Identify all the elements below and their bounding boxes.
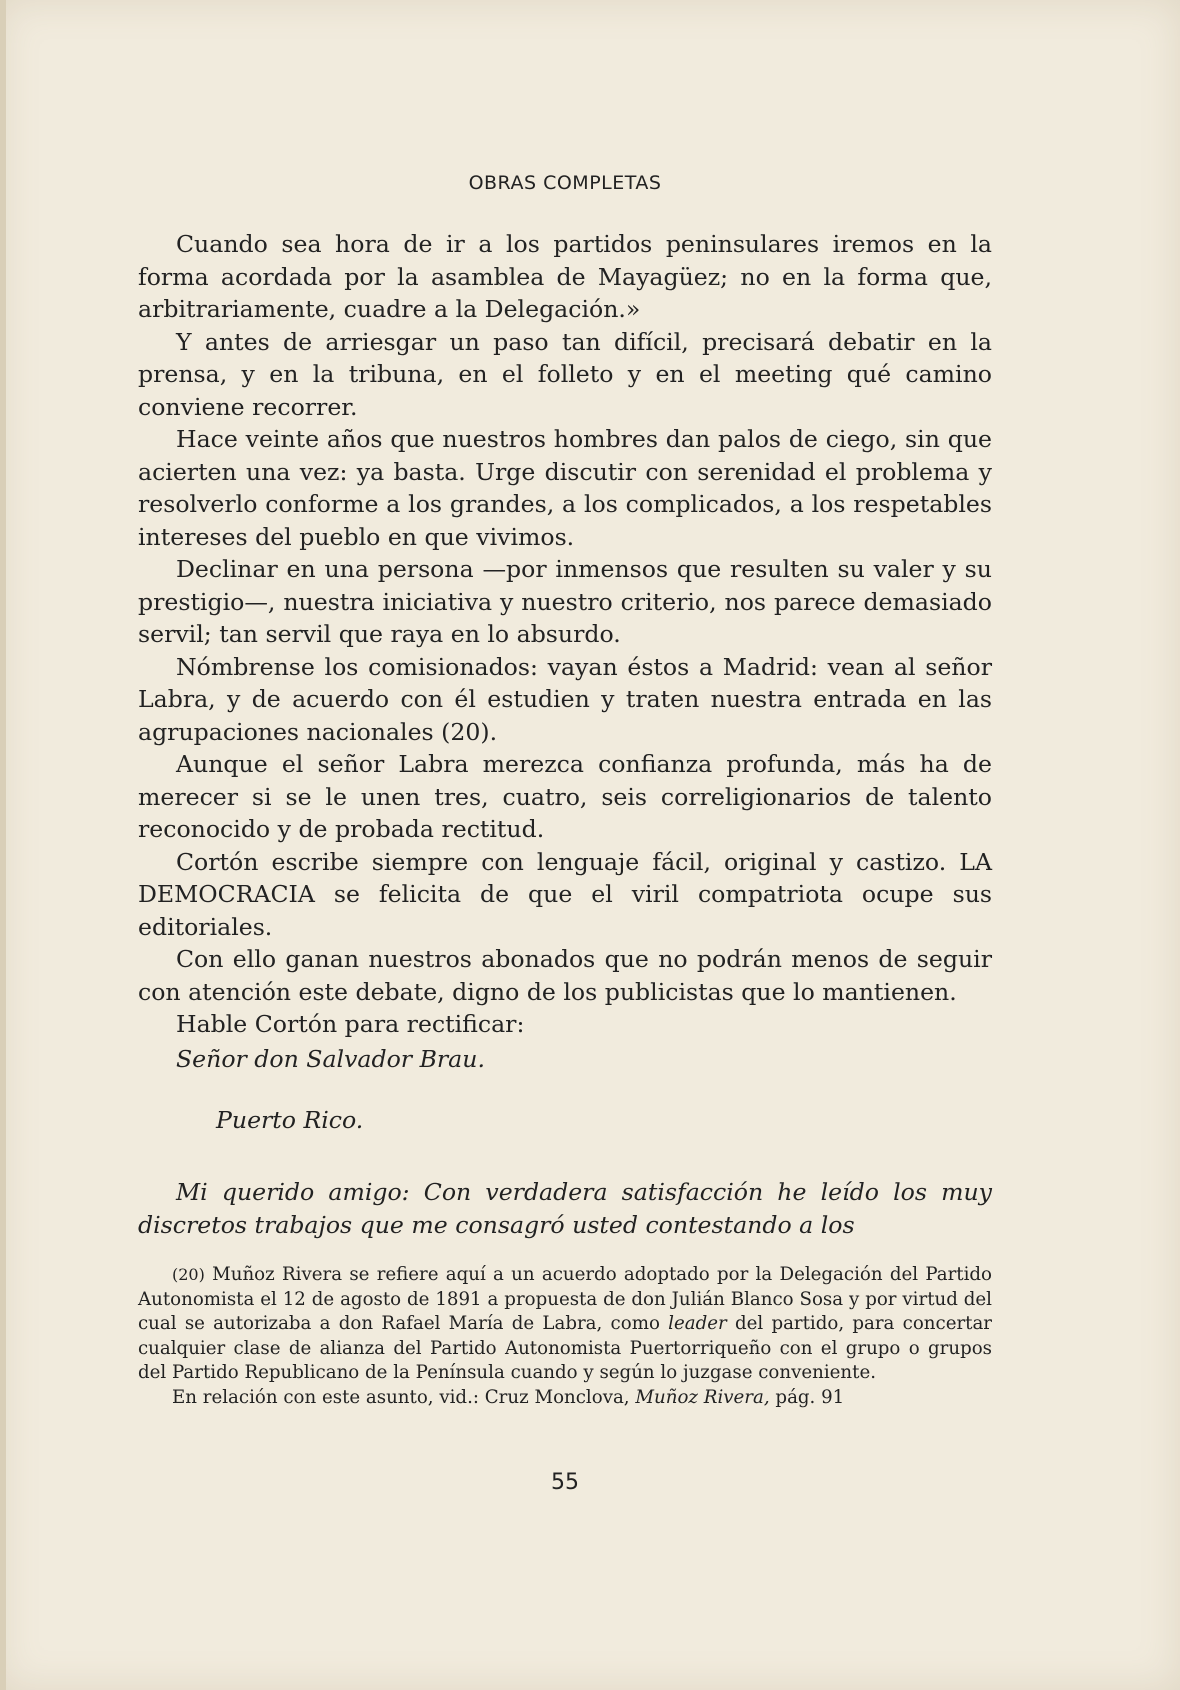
footnote-text-1: Muñoz Rivera se refiere aquí a un acuerdo adoptado por la Delegación del Partido Autonomista el 12 de agosto de 1891 a propuesta de don Julián Blanco Sosa y por virtud del cual se autorizaba a don Rafael María de Labra, como: [138, 1264, 992, 1334]
running-header: OBRAS COMPLETAS: [468, 172, 662, 194]
footnote-number: (20): [172, 1265, 205, 1284]
paragraph: Con ello ganan nuestros abonados que no podrán menos de seguir con atención este debate, digno de los publicistas que lo mantienen.: [138, 945, 992, 1006]
footnote-ref-title: Muñoz Rivera,: [635, 1386, 770, 1408]
footnote-ref-page: pág. 91: [775, 1386, 845, 1408]
letter-opening-text: Mi querido amigo: Con verdadera satisfacción he leído los muy discretos trabajos que me consagró usted contestando a los: [138, 1178, 992, 1239]
paragraph: Hable Cortón para rectificar:: [176, 1010, 525, 1038]
paragraph: Nómbrense los comisionados: vayan éstos a Madrid: vean al señor Labra, y de acuerdo con él estudien y traten nuestra entrada en las agrupaciones nacionales (20).: [138, 652, 992, 746]
footnote-text-2: del partido, para concertar cualquier clase de alianza del Partido Autonomista Puertorriqueño con el grupo o grupos del Partido Republicano de la Península cuando y según lo juzgase conveniente.: [138, 1313, 992, 1383]
paragraph: Y antes de arriesgar un paso tan difícil, precisará debatir en la prensa, y en la tribuna, en el folleto y en el meeting qué camino conviene recorrer.: [138, 327, 992, 421]
main-text: [138, 228, 992, 1041]
footnote: [138, 1263, 992, 1410]
letter-salutation: Señor don Salvador Brau.: [176, 1045, 485, 1073]
footnote-ref-prefix: En relación con este asunto, vid.: Cruz Monclova,: [172, 1386, 630, 1408]
footnote-leader: leader: [668, 1313, 727, 1334]
footnote-text: [138, 1263, 992, 1386]
page-number: 55: [551, 1470, 579, 1495]
letter-place: Puerto Rico.: [216, 1106, 364, 1134]
paragraph: Cortón escribe siempre con lenguaje fácil, original y castizo. LA DEMOCRACIA se felicita de que el viril compatriota ocupe sus editoriales.: [138, 847, 992, 941]
paragraph: Hace veinte años que nuestros hombres dan palos de ciego, sin que acierten una vez: ya basta. Urge discutir con serenidad el problema y resolverlo conforme a los grandes, a los complicados, a los respetables intereses del pueblo en que vivimos.: [138, 425, 992, 551]
page-edge: [0, 0, 6, 1690]
footnote-reference: [138, 1386, 992, 1411]
letter-opening: [138, 1176, 992, 1242]
paragraph: Cuando sea hora de ir a los partidos peninsulares iremos en la forma acordada por la asamblea de Mayagüez; no en la forma que, arbitrariamente, cuadre a la Delegación.»: [138, 230, 992, 323]
paragraph: Declinar en una persona —por inmensos que resulten su valer y su prestigio—, nuestra iniciativa y nuestro criterio, nos parece demasiado servil; tan servil que raya en lo absurdo.: [138, 555, 992, 648]
paragraph: Aunque el señor Labra merezca confianza profunda, más ha de merecer si se le unen tres, cuatro, seis correligionarios de talento reconocido y de probada rectitud.: [138, 750, 992, 843]
